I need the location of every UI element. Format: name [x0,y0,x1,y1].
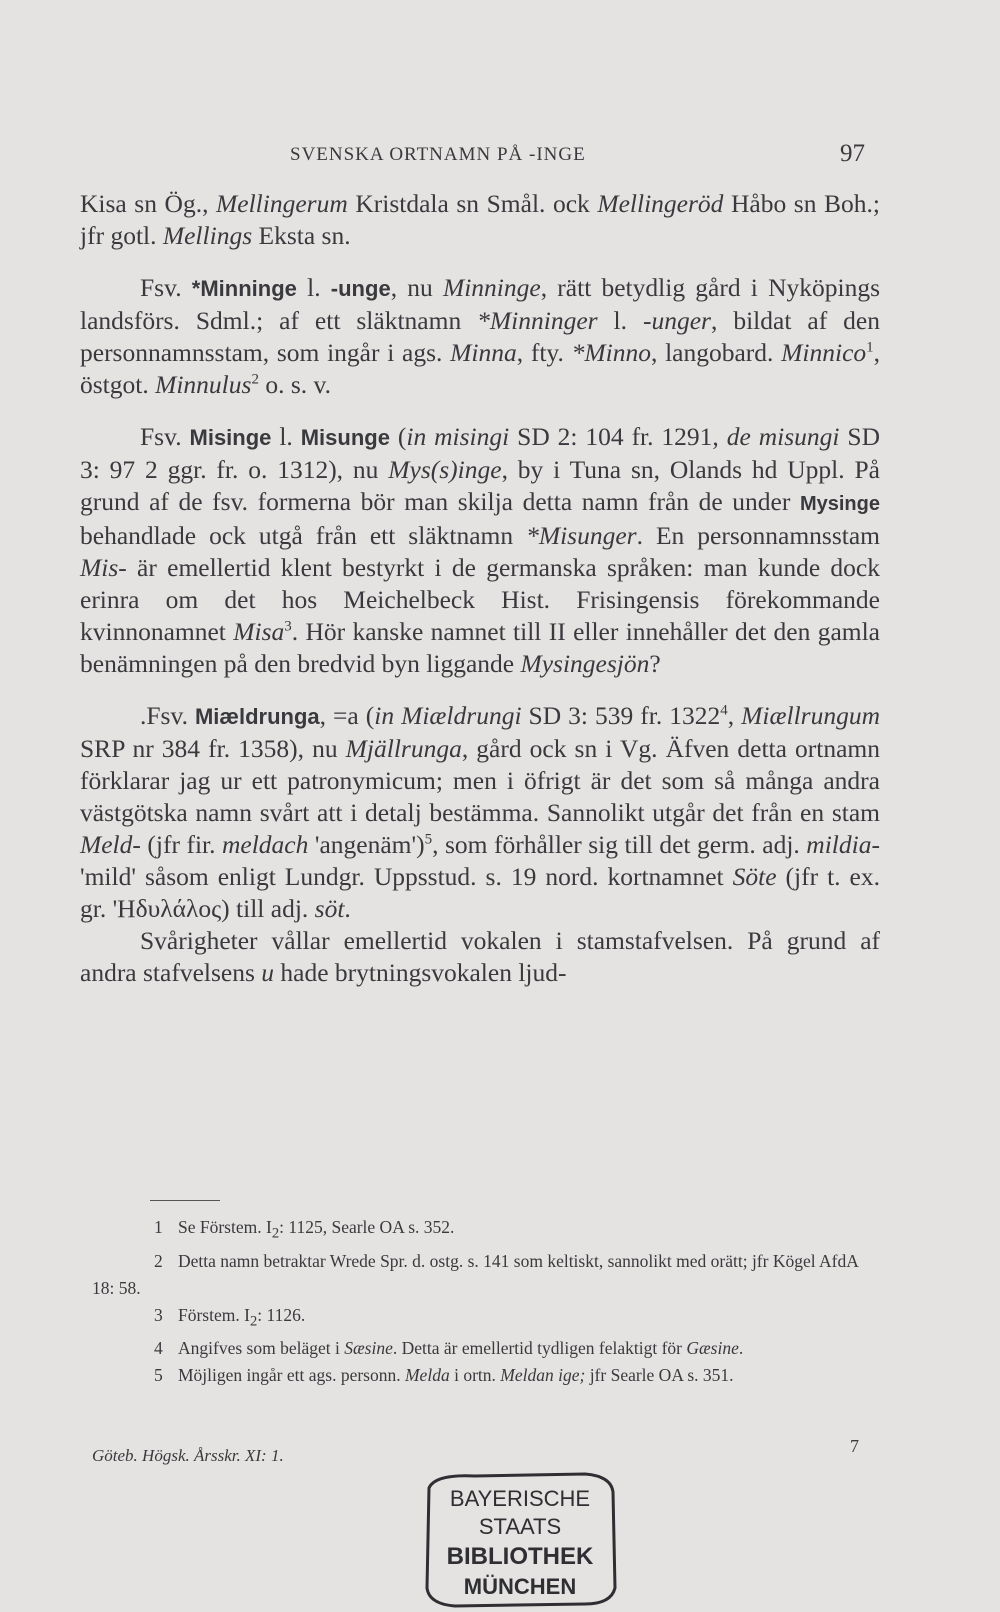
page-header [0,140,1000,170]
page-number: 97 [840,140,865,167]
paragraph-mellinge-cont: Kisa sn Ög., Mellingerum Kristdala sn Smål. ock Mellingeröd Håbo sn Boh.; jfr gotl. Mellings Eksta sn. [80,189,880,250]
paragraph-svarigheter: Svårigheter vållar emellertid vokalen i stamstafvelsen. På grund af andra stafvelsens u hade brytningsvokalen ljud- [80,926,880,987]
body-text [80,188,880,989]
running-title: SVENSKA ORTNAMN PÅ -INGE [290,144,586,165]
stamp-line-2: STAATS [478,1514,562,1539]
library-stamp [415,1470,625,1610]
stamp-line-3: BIBLIOTHEK [446,1543,594,1570]
footnote-3: 3 Förstem. $I_2$: 1126. [154,1304,306,1329]
footnote-2: 2 Detta namn betraktar Wrede Spr. d. ostg. s. 141 som keltiskt, sannolikt med orätt; jfr Kögel AfdA 18: 58. [92,1250,858,1298]
signature-number: 7 [850,1436,859,1456]
stamp-line-1: BAYERISCHE [449,1486,591,1511]
footnotes [92,1214,882,1389]
footnote-4: 4 Angifves som beläget i Sæsine. Detta är emellertid tydligen felaktigt för Gæsine. [154,1338,744,1358]
footnote-5: 5 Möjligen ingår ett ags. personn. Melda i ortn. Meldan ige; jfr Searle OA s. 351. [154,1365,734,1385]
paragraph-misinge: Fsv. Misinge l. Misunge (in misingi SD 2: 104 fr. 1291, de misungi SD 3: 97 2 ggr. fr. o. 1312), nu Mys(s)inge, by i Tuna sn, Olands hd Uppl. På grund af de fsv. formerna bör man skilja detta namn från de under Mysinge behandlade ock utgå från ett släktnamn *Misunger. En personnamnsstam Mis- är emellertid klent bestyrkt i de germanska språken: man kunde dock erinra om det hos Meichelbeck Hist. Frisingensis förekommande kvinnonamnet Misa$^3$. Hör kanske namnet till II eller innehåller det den gamla benämningen på den bredvid byn liggande Mysingesjön? [80,422,881,678]
paragraph-mjallrunga: .Fsv. Miældrunga, =a (in Miældrungi SD 3: 539 fr. 1322$^4$, Miællrungum SRP nr 384 fr. 1358), nu Mjällrunga, gård ock sn i Vg. Äfven detta ortnamn förklarar jag ur ett patronymicum; men i öfrigt är det som så många andra västgötska namn svårt att i detalj bestämma. Sannolikt utgår det från en stam Meld- (jfr fir. meldach 'angenäm')$^5$, som förhåller sig till det germ. adj. mildia- 'mild' såsom enligt Lundgr. Uppsstud. s. 19 nord. kortnamnet Söte (jfr t. ex. gr. 'Ηδυλάλος) till adj. söt. [80,701,881,923]
signature-line: Göteb. Högsk. Årsskr. XI: 1. [92,1446,284,1465]
footnote-divider [150,1200,220,1201]
stamp-line-4: MÜNCHEN [463,1574,577,1599]
footnote-1: 1 Se Förstem. $I_2$: 1125, Searle OA s. 352. [154,1217,455,1242]
paragraph-minninge: Fsv. *Minninge l. -unge, nu Minninge, rätt betydlig gård i Nyköpings landsförs. Sdml.; af ett släktnamn *Minninger l. -unger, bildat af den personnamnsstam, som ingår i ags. Minna, fty. *Minno, langobard. Minnico$^1$, östgot. Minnulus$^2$ o. s. v. [80,273,881,399]
